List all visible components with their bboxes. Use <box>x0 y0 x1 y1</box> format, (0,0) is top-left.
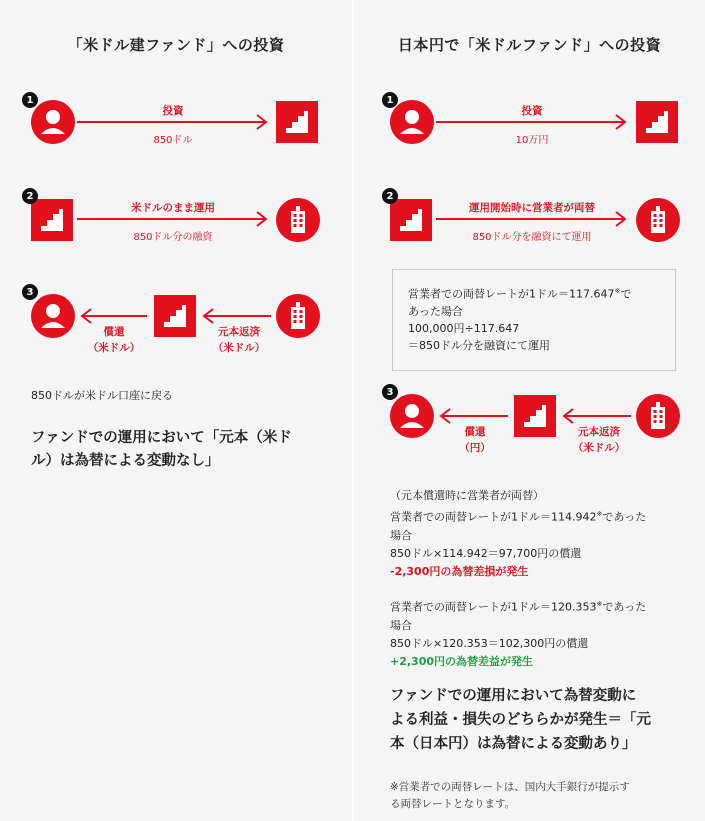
right-title: 日本円で「米ドルファンド」への投資 <box>397 36 662 54</box>
building-icon <box>636 198 680 242</box>
calc-profit-line2: 場合 <box>390 618 412 632</box>
arrow-right <box>434 114 630 130</box>
box-line3: 100,000円÷117.647 <box>408 321 520 335</box>
step-2-top-label: 運用開始時に営業者が両替 <box>469 202 595 214</box>
step-2-badge: 2 <box>22 188 38 204</box>
right-column <box>354 0 705 821</box>
left-note: 850ドルが米ドル口座に戻る <box>31 389 173 402</box>
step-2-top-label: 米ドルのまま運用 <box>131 202 215 214</box>
calc-loss-line3: 850ドル×114.942＝97,700円の償還 <box>390 546 582 560</box>
footnote <box>390 779 695 813</box>
step-3-label-b-line1: 元本返済 <box>578 426 620 438</box>
step-2-bottom-label: 850ドル分の融資 <box>133 232 213 243</box>
footnote-line2: る両替レートとなります。 <box>390 798 516 810</box>
building-icon <box>276 294 320 338</box>
calc-loss-line1b: であった <box>602 510 647 524</box>
box-line1b: で <box>620 287 632 301</box>
right-conclusion-line1: ファンドでの運用において為替変動に <box>390 688 637 704</box>
arrow-right <box>75 114 271 130</box>
calc-profit-sup: ※ <box>596 600 603 608</box>
step-3-label-b-line2: （米ドル） <box>572 442 626 454</box>
step-1-top-label: 投資 <box>162 105 184 117</box>
left-title: 「米ドル建ファンド」への投資 <box>67 36 285 54</box>
box-line1-sup: ※ <box>614 287 621 295</box>
calc-profit-line3: 850ドル×120.353＝102,300円の償還 <box>390 636 589 650</box>
person-icon <box>390 100 434 144</box>
right-conclusion-line2: よる利益・損失のどちらかが発生＝「元 <box>390 712 651 728</box>
arrow-left <box>438 408 510 424</box>
right-conclusion-line3: 本（日本円）は為替による変動あり」 <box>390 736 637 752</box>
box-line1a: 営業者での両替レートが1ドル＝117.647 <box>408 287 615 301</box>
step-3-label-a-line1: 償還 <box>103 326 125 338</box>
calc-loss-intro: （元本償還時に営業者が両替） <box>390 489 544 502</box>
step-3-label-a-line2: （円） <box>459 442 491 454</box>
fund-stairs-icon <box>154 295 196 337</box>
step-1-badge: 1 <box>22 92 38 108</box>
building-icon <box>636 394 680 438</box>
calc-loss <box>390 487 690 581</box>
person-icon <box>31 100 75 144</box>
step-2-badge: 2 <box>382 188 398 204</box>
step-1-bottom-label: 10万円 <box>515 135 549 146</box>
fund-stairs-icon <box>31 199 73 241</box>
box-line4: ＝850ドル分を融資にて運用 <box>408 338 550 352</box>
fund-stairs-icon <box>276 101 318 143</box>
arrow-left <box>561 408 633 424</box>
right-conclusion <box>390 684 695 756</box>
exchange-rate-box <box>392 269 676 371</box>
box-line2: あった場合 <box>408 304 463 318</box>
calc-loss-line2: 場合 <box>390 528 412 542</box>
left-column <box>0 0 352 821</box>
person-icon <box>31 294 75 338</box>
calc-profit-line1a: 営業者での両替レートが1ドル＝120.353 <box>390 600 597 614</box>
arrow-right <box>434 211 630 227</box>
arrow-left <box>201 308 273 324</box>
building-icon <box>276 198 320 242</box>
person-icon <box>390 394 434 438</box>
step-3-label-a-line2: （米ドル） <box>87 342 141 354</box>
step-3-label-b-line2: （米ドル） <box>212 342 266 354</box>
calc-loss-sup: ※ <box>596 510 603 518</box>
arrow-left <box>79 308 149 324</box>
arrow-right <box>75 211 271 227</box>
step-2-bottom-label: 850ドル分を融資にて運用 <box>472 232 592 243</box>
left-conclusion <box>31 427 336 473</box>
calc-profit-line1b: であった <box>602 600 647 614</box>
step-1-badge: 1 <box>382 92 398 108</box>
footnote-line1: ※営業者での両替レートは、国内大手銀行が提示す <box>390 781 630 793</box>
step-1-bottom-label: 850ドル <box>153 135 193 146</box>
step-3-badge: 3 <box>382 384 398 400</box>
fund-stairs-icon <box>514 395 556 437</box>
step-3-label-a-line1: 償還 <box>464 426 486 438</box>
calc-profit <box>390 595 690 671</box>
left-conclusion-line1: ファンドでの運用において「元本（米ド <box>31 430 292 446</box>
calc-loss-line1a: 営業者での両替レートが1ドル＝114.942 <box>390 510 597 524</box>
left-conclusion-line2: ル）は為替による変動なし」 <box>31 453 220 469</box>
calc-profit-result: +2,300円の為替差益が発生 <box>390 654 534 668</box>
fund-stairs-icon <box>636 101 678 143</box>
step-1-top-label: 投資 <box>521 105 543 117</box>
step-3-badge: 3 <box>22 284 38 300</box>
step-3-label-b-line1: 元本返済 <box>218 326 260 338</box>
calc-loss-result: -2,300円の為替差損が発生 <box>390 564 529 578</box>
fund-stairs-icon <box>390 199 432 241</box>
